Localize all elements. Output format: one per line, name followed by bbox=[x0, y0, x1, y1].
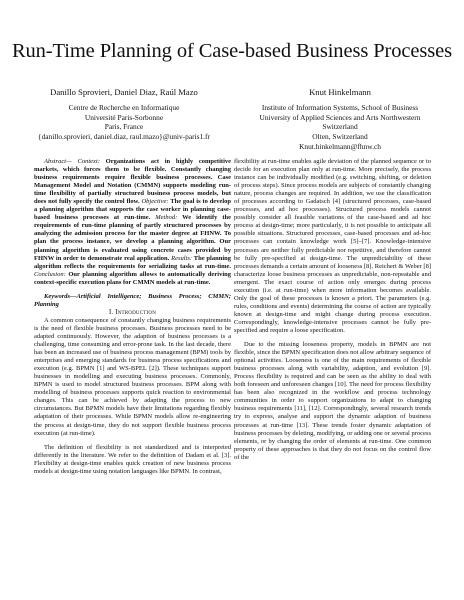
affiliation-line: Olten, Switzerland bbox=[312, 132, 368, 142]
left-column bbox=[34, 158, 231, 476]
body-paragraph: flexibility at run-time enables agile deviation of the planned sequence or to decide for an execution plan only at run-time. More precisely, the process instance can be individually modified (e.g. switching, shifting, or deletion of process steps). Since process models are subjects of constantly changing nature, process changes are required. In addition, we use the classification of processes according to Gadatsch [4] (structured processes, case-based processes, and ad hoc processes). Structured process models cannot possibly consider all feasible variations of the case-based and ad hoc process at design-time; more particularly, it is not possible to anticipate all possible situations. Structured processes, case-based processes and ad-hoc processes can contain knowledge work [5]–[7]. Knowledge-intensive processes are neither fully predictable nor repetitive, and therefore cannot be fully pre-specified at design-time. The unpredictability of these processes demands a certain amount of looseness [8]. Reichert & Weber [8] characterize loose business processes as unpredictable, non-repeatable and emergent. The exact course of action only emerges during process execution (i.e. at run-time) when more information becomes available. Only the goal of these processes is known a priori. The parameters (e.g. rules, conditions and events) determining the course of action are typically known at design-time and might change during process execution. Correspondingly, knowledge-intensive processes cannot be fully pre-specified and require a loose specification. bbox=[234, 158, 431, 334]
section-heading: I. Introduction bbox=[108, 308, 157, 316]
paper-title: Run-Time Planning of Case-based Business Processes bbox=[11, 40, 453, 62]
affiliation-line: Centre de Recherche en Informatique bbox=[68, 102, 180, 112]
abstract-context: Organizations act in highly competitive markets, which forces them to be flexible. Constantly changing business requirements require flexible business processes. Case Management Model and Notation (CMMN) supports modeling run-time flexibility of partially structured business process models, but does not fully specify the control flow. bbox=[34, 158, 232, 206]
affiliation-line: Université Paris-Sorbonne bbox=[84, 112, 164, 122]
abstract-label: Abstract— bbox=[44, 158, 72, 165]
affiliation-line: Institute of Information Systems, School of Business bbox=[261, 102, 419, 112]
body-paragraph: A common consequence of constantly changing business requirements is the need of flexible business processes. Business processes need to be adapted continuously. However, the adaption of business processes is a challenging, time consuming and error-prone task. In the last decade, there has been an increased use of business process management (BPM) tools by enterprises and emerging standards for business process specifications and execution (e.g. BPMN [1] and WS-BPEL [2]). These techniques support businesses in modelling and executing business processes. Commonly, BPMN is used to model structured business processes. BPM along with modelling of business processes supports quick reaction to environmental changes. This can be achieved by adapting the process to new circumstances. But BPMN models have their limitations regarding flexibly adaptation of their processes. While BPMN models allow re-engineering the process at design-time, they do not support flexible business process execution (at run-time). bbox=[34, 316, 231, 437]
body-paragraph: Due to the missing looseness property, models in BPMN are not flexible, since the BPMN specification does not allow arbitrary sequence of optional activities. Looseness is one of the main requirements of flexible business processes along with variability, adaption, and evolution [9]. Process flexibility is required and can be seen as the ability to deal with both foreseen and unforeseen changes [10]. The need for process flexibility has been also recognized in the workflow and process technology communities in order to support organizations to adapt to changing business requirements [11], [12]. Correspondingly, several research trends try to express, analyse and support the dynamic adaption of business processes at run-time [13]. These trends foster dynamic adaptation of business processes by deleting, modifying, or adding one or several process elements, or by changing the order of elements at run-time. One common property of these approaches is that they do not focus on the control flow of the bbox=[234, 341, 431, 461]
author-email: {danillo.sprovieri, daniel.diaz, raul.mazo}@univ-paris1.fr bbox=[38, 132, 210, 142]
author-names-left: Danillo Sprovieri, Daniel Diaz, Raúl Mazo bbox=[50, 87, 198, 97]
author-names-right: Knut Hinkelmann bbox=[309, 87, 371, 97]
method-label: Method: bbox=[155, 214, 178, 222]
abstract-method: We identify the requirements of run-time planning of partly structured processes by analyzing the admission process for the master degree at FHNW. To plan the process instance, we develop a planning algorithm. Our planning algorithm is evaluated using concrete cases provided by FHNW in order to demonstrate real application. bbox=[34, 214, 232, 262]
context-label: Context: bbox=[77, 158, 100, 165]
abstract-results: The planning algorithm reflects the requirements for serializing tasks at run-time. bbox=[34, 254, 231, 270]
objective-label: Objective: bbox=[141, 198, 169, 206]
keywords: Keywords—Artificial Intelligence; Business Process; CMMN; Planning bbox=[34, 292, 231, 308]
conclusion-label: Conclusion: bbox=[34, 270, 66, 278]
author-email: Knut.hinkelmann@fhnw.ch bbox=[299, 141, 381, 151]
abstract-conclusion: Our planning algorithm allows to automatically deriving context-specific execution plans for CMMN models at run-time. bbox=[34, 270, 231, 286]
abstract bbox=[34, 158, 231, 287]
body-paragraph: The definition of flexibility is not standardized and is interpreted differently in the literature. We refer to the definition of Dadam et al. [3]. Flexibility at design-time enables quick creation of new business process models at design-time using notation languages like BPMN. In contrast, bbox=[34, 443, 231, 475]
affiliation-line: University of Applied Sciences and Arts Northwestern bbox=[259, 112, 421, 122]
affiliation-line: Switzerland bbox=[322, 122, 358, 132]
abstract-objective: The goal is to develop a planning algorithm that supports the case worker in planning case-based business processes at run-time. bbox=[34, 198, 231, 222]
author-block-right bbox=[240, 88, 440, 152]
results-label: Results: bbox=[171, 254, 193, 262]
affiliation-line: Paris, France bbox=[104, 122, 144, 132]
right-column bbox=[234, 158, 431, 462]
author-block-left bbox=[24, 88, 224, 142]
